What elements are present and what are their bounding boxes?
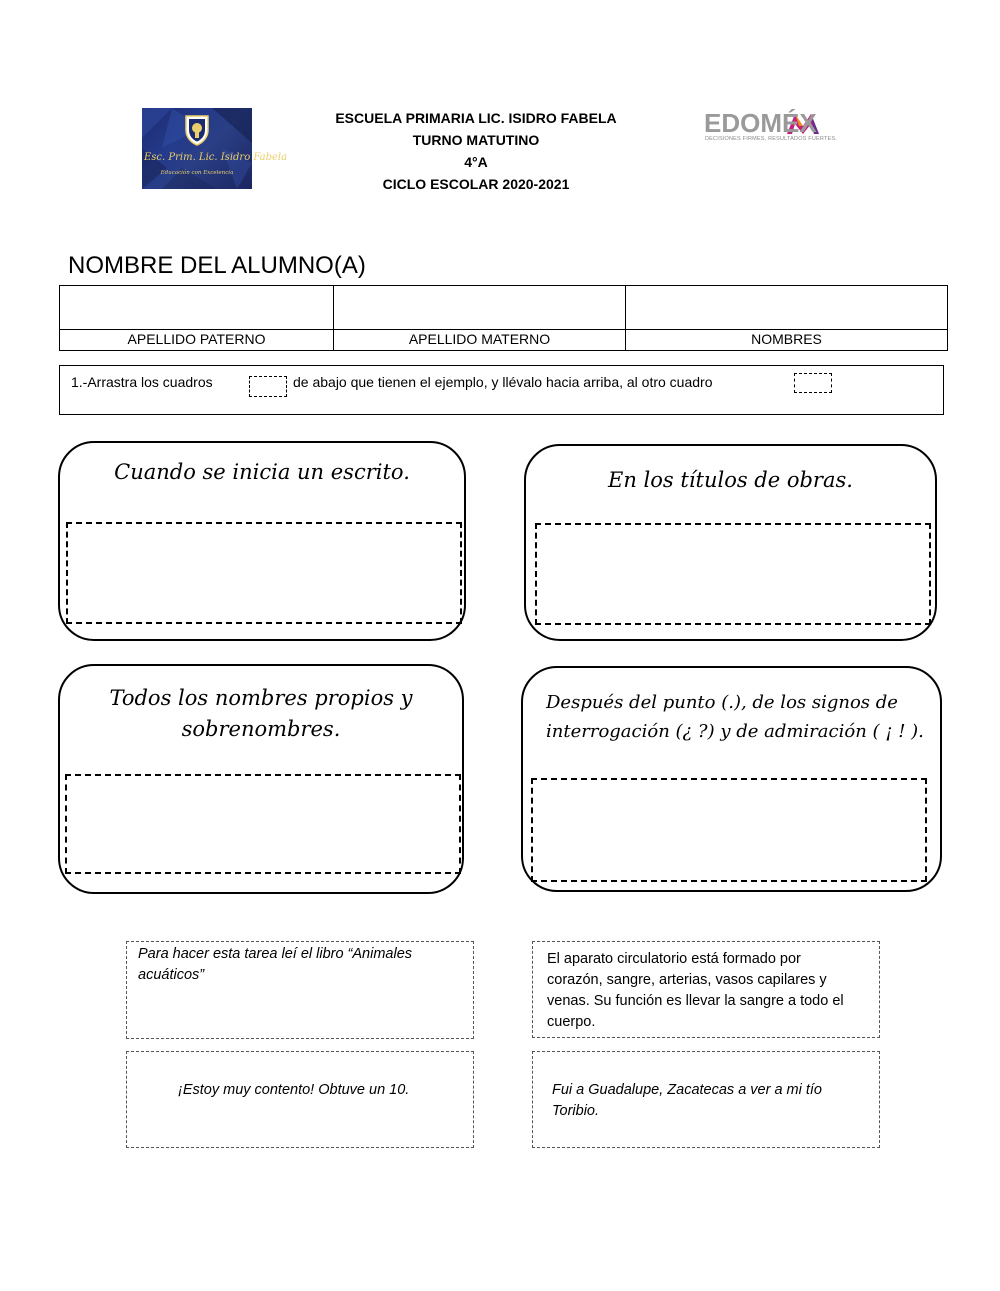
drop-zone[interactable]: [65, 774, 461, 874]
nombres-input[interactable]: [626, 286, 947, 330]
card-text-line1: El aparato circulatorio está formado por: [547, 951, 801, 967]
category-title: En los títulos de obras.: [608, 468, 853, 492]
school-shield-icon: [184, 114, 210, 146]
draggable-card-animales-acuaticos[interactable]: [126, 941, 474, 1039]
category-title-line2: sobrenombres.: [181, 717, 341, 741]
school-shift: TURNO MATUTINO: [412, 132, 540, 148]
apellido-paterno-label: APELLIDO PATERNO: [127, 331, 266, 347]
apellido-materno-column: [334, 286, 626, 350]
category-box-despues-punto: [521, 666, 942, 892]
card-text-line2: acuáticos”: [138, 967, 205, 983]
apellido-materno-input[interactable]: [334, 286, 625, 330]
category-box-inicio-escrito: [58, 441, 466, 641]
drop-zone[interactable]: [66, 522, 462, 624]
card-text-line1: Para hacer esta tarea leí el libro “Animales: [138, 946, 413, 962]
edomex-tagline: DECISIONES FIRMES, RESULTADOS FUERTES.: [705, 136, 837, 142]
category-title-line2: interrogación (¿ ?) y de admiración ( ¡ ! ).: [546, 721, 924, 742]
nombres-label: NOMBRES: [751, 331, 822, 347]
drop-zone[interactable]: [531, 778, 927, 882]
dashed-target-example-icon: [794, 373, 832, 393]
instruction-text-part2: de abajo que tienen el ejemplo, y llévalo hacia arriba, al otro cuadro: [293, 374, 713, 390]
apellido-materno-label: APELLIDO MATERNO: [408, 331, 551, 347]
card-text-line1: Fui a Guadalupe, Zacatecas a ver a mi tío: [552, 1082, 822, 1098]
instruction-text-part1: 1.-Arrastra los cuadros: [71, 374, 213, 390]
school-grade: 4°A: [464, 154, 488, 170]
card-text-line4: cuerpo.: [547, 1014, 596, 1030]
draggable-card-guadalupe-zacatecas[interactable]: [532, 1051, 880, 1148]
instruction-box: [59, 365, 944, 415]
student-name-table: [59, 285, 948, 351]
school-name: ESCUELA PRIMARIA LIC. ISIDRO FABELA: [335, 110, 617, 126]
category-box-titulos-obras: [524, 444, 937, 641]
card-text-line1: ¡Estoy muy contento! Obtuve un 10.: [178, 1082, 410, 1098]
draggable-card-aparato-circulatorio[interactable]: [532, 941, 880, 1038]
card-text-line2: Toribio.: [552, 1103, 600, 1119]
logo-subtext: Educación con Excelencia: [160, 170, 234, 176]
school-header: [300, 107, 652, 195]
card-text-line2: corazón, sangre, arterias, vasos capilares y: [547, 972, 827, 988]
drop-zone[interactable]: [535, 523, 931, 625]
nombres-column: [626, 286, 947, 350]
category-title-line1: Todos los nombres propios y: [109, 686, 413, 710]
school-logo: [142, 108, 288, 189]
category-title-line1: Después del punto (.), de los signos de: [546, 692, 898, 713]
category-box-nombres-propios: [58, 664, 464, 894]
student-name-title: NOMBRE DEL ALUMNO(A): [68, 252, 366, 279]
school-year: CICLO ESCOLAR 2020-2021: [382, 176, 570, 192]
apellido-paterno-input[interactable]: [60, 286, 333, 330]
dashed-box-example-icon: [249, 376, 287, 397]
edomex-word: EDOMÉX: [704, 108, 817, 138]
apellido-paterno-column: [60, 286, 334, 350]
draggable-card-estoy-contento[interactable]: [126, 1051, 474, 1148]
edomex-logo: [704, 110, 874, 146]
card-text-line3: venas. Su función es llevar la sangre a todo el: [547, 993, 844, 1009]
logo-script-text: Esc. Prim. Lic. Isidro Fabela: [144, 152, 288, 163]
category-title: Cuando se inicia un escrito.: [114, 460, 410, 484]
